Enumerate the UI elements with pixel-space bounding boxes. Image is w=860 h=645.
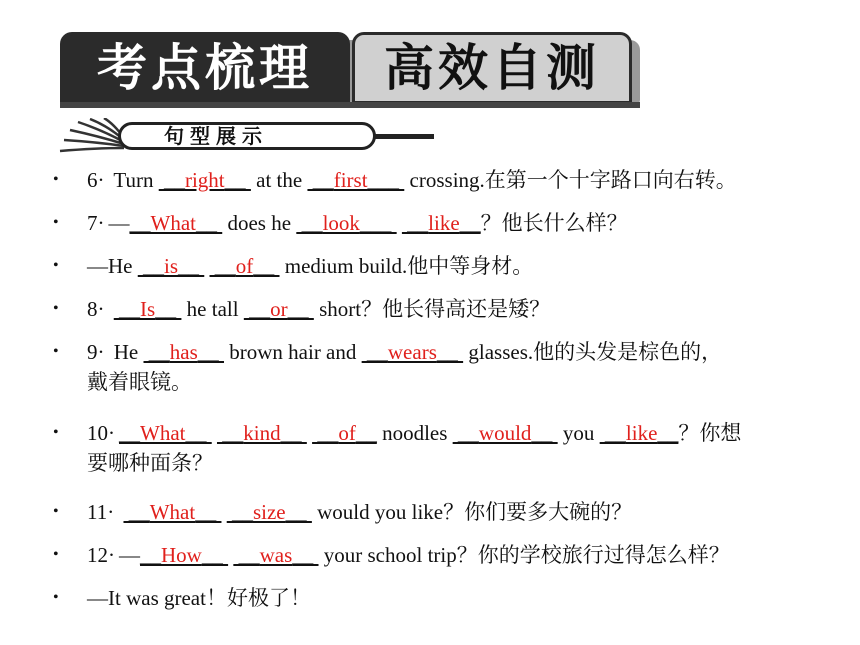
item-text: you bbox=[562, 421, 595, 445]
answer-blank: first bbox=[333, 168, 368, 192]
item-number: 11 bbox=[87, 500, 108, 524]
item-text: would you like？你们要多大碗的？ bbox=[317, 500, 633, 524]
bullet-icon: • bbox=[53, 546, 59, 563]
answer-blank: of bbox=[235, 254, 254, 278]
item-number: 7 bbox=[87, 211, 98, 235]
item-text: medium build.他中等身材。 bbox=[284, 254, 534, 278]
bullet-icon: • bbox=[53, 589, 59, 606]
answer-blank: What bbox=[149, 500, 196, 524]
item-number: 9 bbox=[87, 340, 98, 364]
answer-blank: kind bbox=[243, 421, 281, 445]
list-item-7-reply: • —He __is__ __of__ medium build.他中等身材。 bbox=[87, 251, 822, 281]
bullet-icon: • bbox=[53, 424, 59, 441]
answer-blank: size bbox=[252, 500, 286, 524]
list-item-12-reply bbox=[53, 583, 822, 613]
answer-blank: like bbox=[428, 211, 460, 235]
item-text: your school trip？你的学校旅行过得怎么样？ bbox=[323, 543, 730, 567]
item-text: noodles bbox=[382, 421, 448, 445]
tab-left-label: 考点梳理 bbox=[97, 39, 313, 97]
answer-blank: wears bbox=[387, 340, 437, 364]
item-text: ？他长什么样？ bbox=[480, 211, 628, 235]
bullet-icon: • bbox=[53, 214, 59, 231]
tab-right-label: 高效自测 bbox=[384, 39, 600, 97]
list-item-11: • 11· __What__ __size__ would you like？你们要多大碗的？ bbox=[87, 497, 822, 527]
list-item-10: • 10· __What__ __kind__ __of__ noodles __would__ you __like__？你想 要哪种面条？ bbox=[87, 418, 822, 478]
item-text: —It was great！好极了！ bbox=[87, 586, 311, 610]
bullet-icon: • bbox=[53, 171, 59, 188]
item-text: He bbox=[113, 340, 139, 364]
list-item-6: • 6· Turn __right__ at the __first___ crossing.在第一个十字路口向右转。 bbox=[87, 165, 822, 195]
list-item-8: • 8· __Is__ he tall __or__ short？他长得高还是矮？ bbox=[87, 294, 822, 324]
item-number: 6 bbox=[87, 168, 98, 192]
item-dash: — bbox=[108, 211, 130, 235]
bullet-icon: • bbox=[53, 257, 59, 274]
answer-blank: was bbox=[259, 543, 293, 567]
item-text: glasses.他的头发是棕色的， bbox=[468, 340, 723, 364]
item-text: Turn bbox=[113, 168, 154, 192]
answer-blank: or bbox=[270, 297, 288, 321]
item-text: ？你想 bbox=[678, 421, 742, 445]
answer-blank: would bbox=[478, 421, 532, 445]
item-text: does he bbox=[227, 211, 292, 235]
list-item-7: • 7· —__What__ does he __look___ __like__？他长什么样？ bbox=[87, 208, 822, 238]
answer-blank: How bbox=[161, 543, 202, 567]
item-text: at the bbox=[256, 168, 303, 192]
answer-blank: is bbox=[164, 254, 179, 278]
item-number: 8 bbox=[87, 297, 98, 321]
answer-blank: of bbox=[338, 421, 356, 445]
item-text: brown hair and bbox=[229, 340, 357, 364]
bullet-icon: • bbox=[53, 300, 59, 317]
item-text: —He bbox=[87, 254, 133, 278]
answer-blank: look bbox=[322, 211, 360, 235]
list-item-9: • 9· He __has__ brown hair and __wears__ glasses.他的头发是棕色的， 戴着眼镜。 bbox=[87, 337, 822, 397]
answer-blank: right bbox=[184, 168, 225, 192]
answer-blank: What bbox=[140, 421, 186, 445]
list-item-12: • 12· —__How__ __was__ your school trip？你的学校旅行过得怎么样？ bbox=[87, 540, 822, 570]
section-label: 句型展示 bbox=[164, 124, 268, 148]
answer-blank: What bbox=[150, 211, 196, 235]
item-text-continued: 戴着眼镜。 bbox=[87, 370, 192, 394]
bullet-icon: • bbox=[53, 503, 59, 520]
item-dash: — bbox=[119, 543, 140, 567]
item-text: short？他长得高还是矮？ bbox=[319, 297, 551, 321]
item-number: 12 bbox=[87, 543, 108, 567]
item-text-continued: 要哪种面条？ bbox=[87, 451, 213, 475]
answer-blank: Is bbox=[140, 297, 156, 321]
bullet-icon: • bbox=[53, 343, 59, 360]
item-text: crossing.在第一个十字路口向右转。 bbox=[409, 168, 737, 192]
item-number: 10 bbox=[87, 421, 108, 445]
answer-blank: has bbox=[169, 340, 198, 364]
answer-blank: like bbox=[625, 421, 658, 445]
item-text: he tall bbox=[186, 297, 239, 321]
